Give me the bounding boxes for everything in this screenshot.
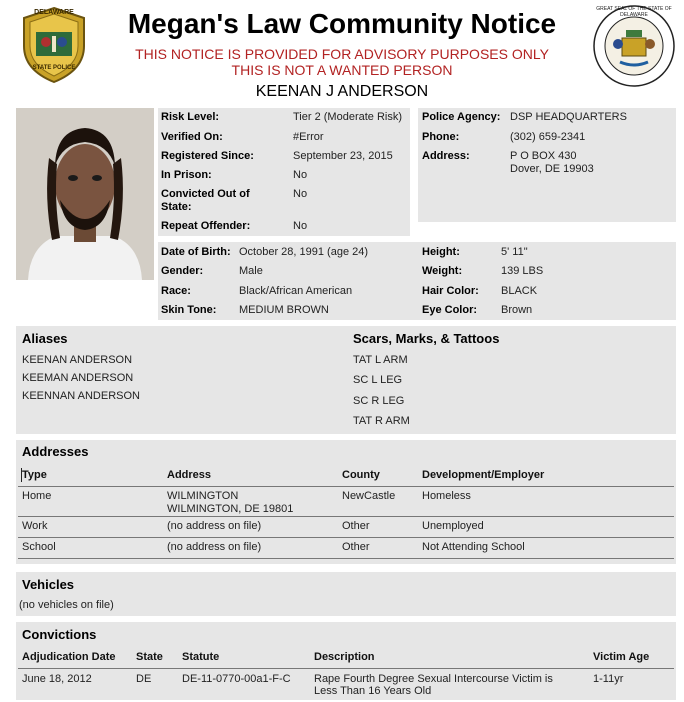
in-prison-value: No (293, 169, 308, 181)
race-value: Black/African American (239, 285, 353, 297)
scar-item: TAT R ARM (353, 415, 410, 427)
conviction-row-date: June 18, 2012 (22, 673, 92, 685)
verified-on-value: #Error (293, 131, 324, 143)
risk-level-value: Tier 2 (Moderate Risk) (293, 111, 403, 123)
verified-on-label: Verified On: (161, 131, 223, 143)
physical-panel (158, 242, 676, 320)
eye-color-label: Eye Color: (422, 304, 478, 316)
phone-value: (302) 659-2341 (510, 131, 586, 143)
convictions-col-statute: Statute (182, 651, 220, 663)
conviction-row-statute: DE-11-0770-00a1-F-C (182, 673, 291, 685)
phone-label: Phone: (422, 131, 460, 143)
police-agency-label: Police Agency: (422, 111, 501, 123)
agency-address-line-1: P O BOX 430 (510, 150, 577, 162)
convicted-out-value: No (293, 188, 308, 200)
address-row-county: Other (342, 541, 370, 553)
registered-since-label: Registered Since: (161, 150, 254, 162)
skin-tone-label: Skin Tone: (161, 304, 217, 316)
address-row-address: WILMINGTON (167, 490, 239, 502)
convictions-header-rule (18, 668, 674, 669)
addresses-col-county: County (342, 469, 380, 481)
addresses-col-address: Address (167, 469, 212, 481)
advisory-line-1: THIS NOTICE IS PROVIDED FOR ADVISORY PURPOSES ONLY (135, 46, 549, 62)
gender-value: Male (239, 265, 263, 277)
convictions-heading: Convictions (22, 627, 97, 642)
addresses-heading: Addresses (22, 444, 89, 459)
weight-value: 139 LBS (501, 265, 544, 277)
scar-item: TAT L ARM (353, 354, 408, 366)
vehicles-empty-text: (no vehicles on file) (19, 599, 114, 611)
hair-color-value: BLACK (501, 285, 538, 297)
convictions-col-state: State (136, 651, 163, 663)
address-label: Address: (422, 150, 470, 162)
address-row-address: (no address on file) (167, 541, 262, 553)
addresses-row-rule (18, 537, 674, 538)
address-row-employer: Unemployed (422, 520, 484, 532)
notice-title: Megan's Law Community Notice (127, 8, 557, 39)
scar-item: SC L LEG (353, 374, 403, 386)
addresses-row-rule (18, 516, 674, 517)
skin-tone-value: MEDIUM BROWN (239, 304, 329, 316)
badge-text-top: DELAWARE (34, 9, 74, 16)
weight-label: Weight: (422, 265, 463, 277)
police-agency-value: DSP HEADQUARTERS (510, 111, 627, 123)
address-row-county: Other (342, 520, 370, 532)
address-row-employer: Not Attending School (422, 541, 525, 553)
address-row-type: Home (22, 490, 52, 502)
agency-address-line-2: Dover, DE 19903 (510, 163, 594, 175)
convictions-col-date: Adjudication Date (22, 651, 116, 663)
convictions-col-victim-age: Victim Age (593, 651, 650, 663)
address-row-employer: Homeless (422, 490, 471, 502)
height-value: 5' 11" (501, 246, 528, 258)
convicted-out-label-1: Convicted Out of (161, 188, 250, 200)
addresses-col-employer: Development/Employer (422, 469, 545, 481)
conviction-row-victim-age: 1-11yr (593, 673, 624, 685)
repeat-offender-value: No (293, 220, 308, 232)
repeat-offender-label: Repeat Offender: (161, 220, 251, 232)
in-prison-label: In Prison: (161, 169, 212, 181)
conviction-row-state: DE (136, 673, 152, 685)
scars-heading: Scars, Marks, & Tattoos (353, 331, 500, 346)
address-row-address-2: WILMINGTON, DE 19801 (167, 503, 294, 515)
person-name: KEENAN J ANDERSON (255, 83, 429, 100)
dob-value: October 28, 1991 (age 24) (239, 246, 369, 258)
address-row-type: School (22, 541, 56, 553)
race-label: Race: (161, 285, 191, 297)
address-row-type: Work (22, 520, 48, 532)
aliases-heading: Aliases (22, 331, 68, 346)
registered-since-value: September 23, 2015 (293, 150, 393, 162)
alias-item: KEENNAN ANDERSON (22, 390, 140, 402)
scar-item: SC R LEG (353, 395, 405, 407)
vehicles-panel (16, 572, 676, 616)
convicted-out-label-2: State: (161, 201, 192, 213)
alias-item: KEEMAN ANDERSON (22, 372, 134, 384)
badge-text-bottom: STATE POLICE (32, 65, 76, 71)
convictions-col-description: Description (314, 651, 375, 663)
conviction-row-description-2: Less Than 16 Years Old (314, 685, 432, 697)
dob-label: Date of Birth: (161, 246, 231, 258)
advisory-line-2: THIS IS NOT A WANTED PERSON (231, 62, 453, 78)
gender-label: Gender: (161, 265, 204, 277)
risk-level-label: Risk Level: (161, 111, 220, 123)
address-row-address: (no address on file) (167, 520, 262, 532)
height-label: Height: (422, 246, 460, 258)
alias-item: KEENAN ANDERSON (22, 354, 133, 366)
addresses-header-rule (18, 486, 674, 487)
person-photo (16, 108, 154, 280)
seal-text: GREAT SEAL OF THE STATE OF DELAWARE (596, 6, 672, 18)
hair-color-label: Hair Color: (422, 285, 479, 297)
vehicles-heading: Vehicles (22, 577, 75, 592)
eye-color-value: Brown (501, 304, 533, 316)
address-row-county: NewCastle (342, 490, 396, 502)
conviction-row-description: Rape Fourth Degree Sexual Intercourse Victim is (314, 673, 553, 685)
addresses-col-type: Type (22, 469, 47, 481)
addresses-row-rule (18, 558, 674, 559)
